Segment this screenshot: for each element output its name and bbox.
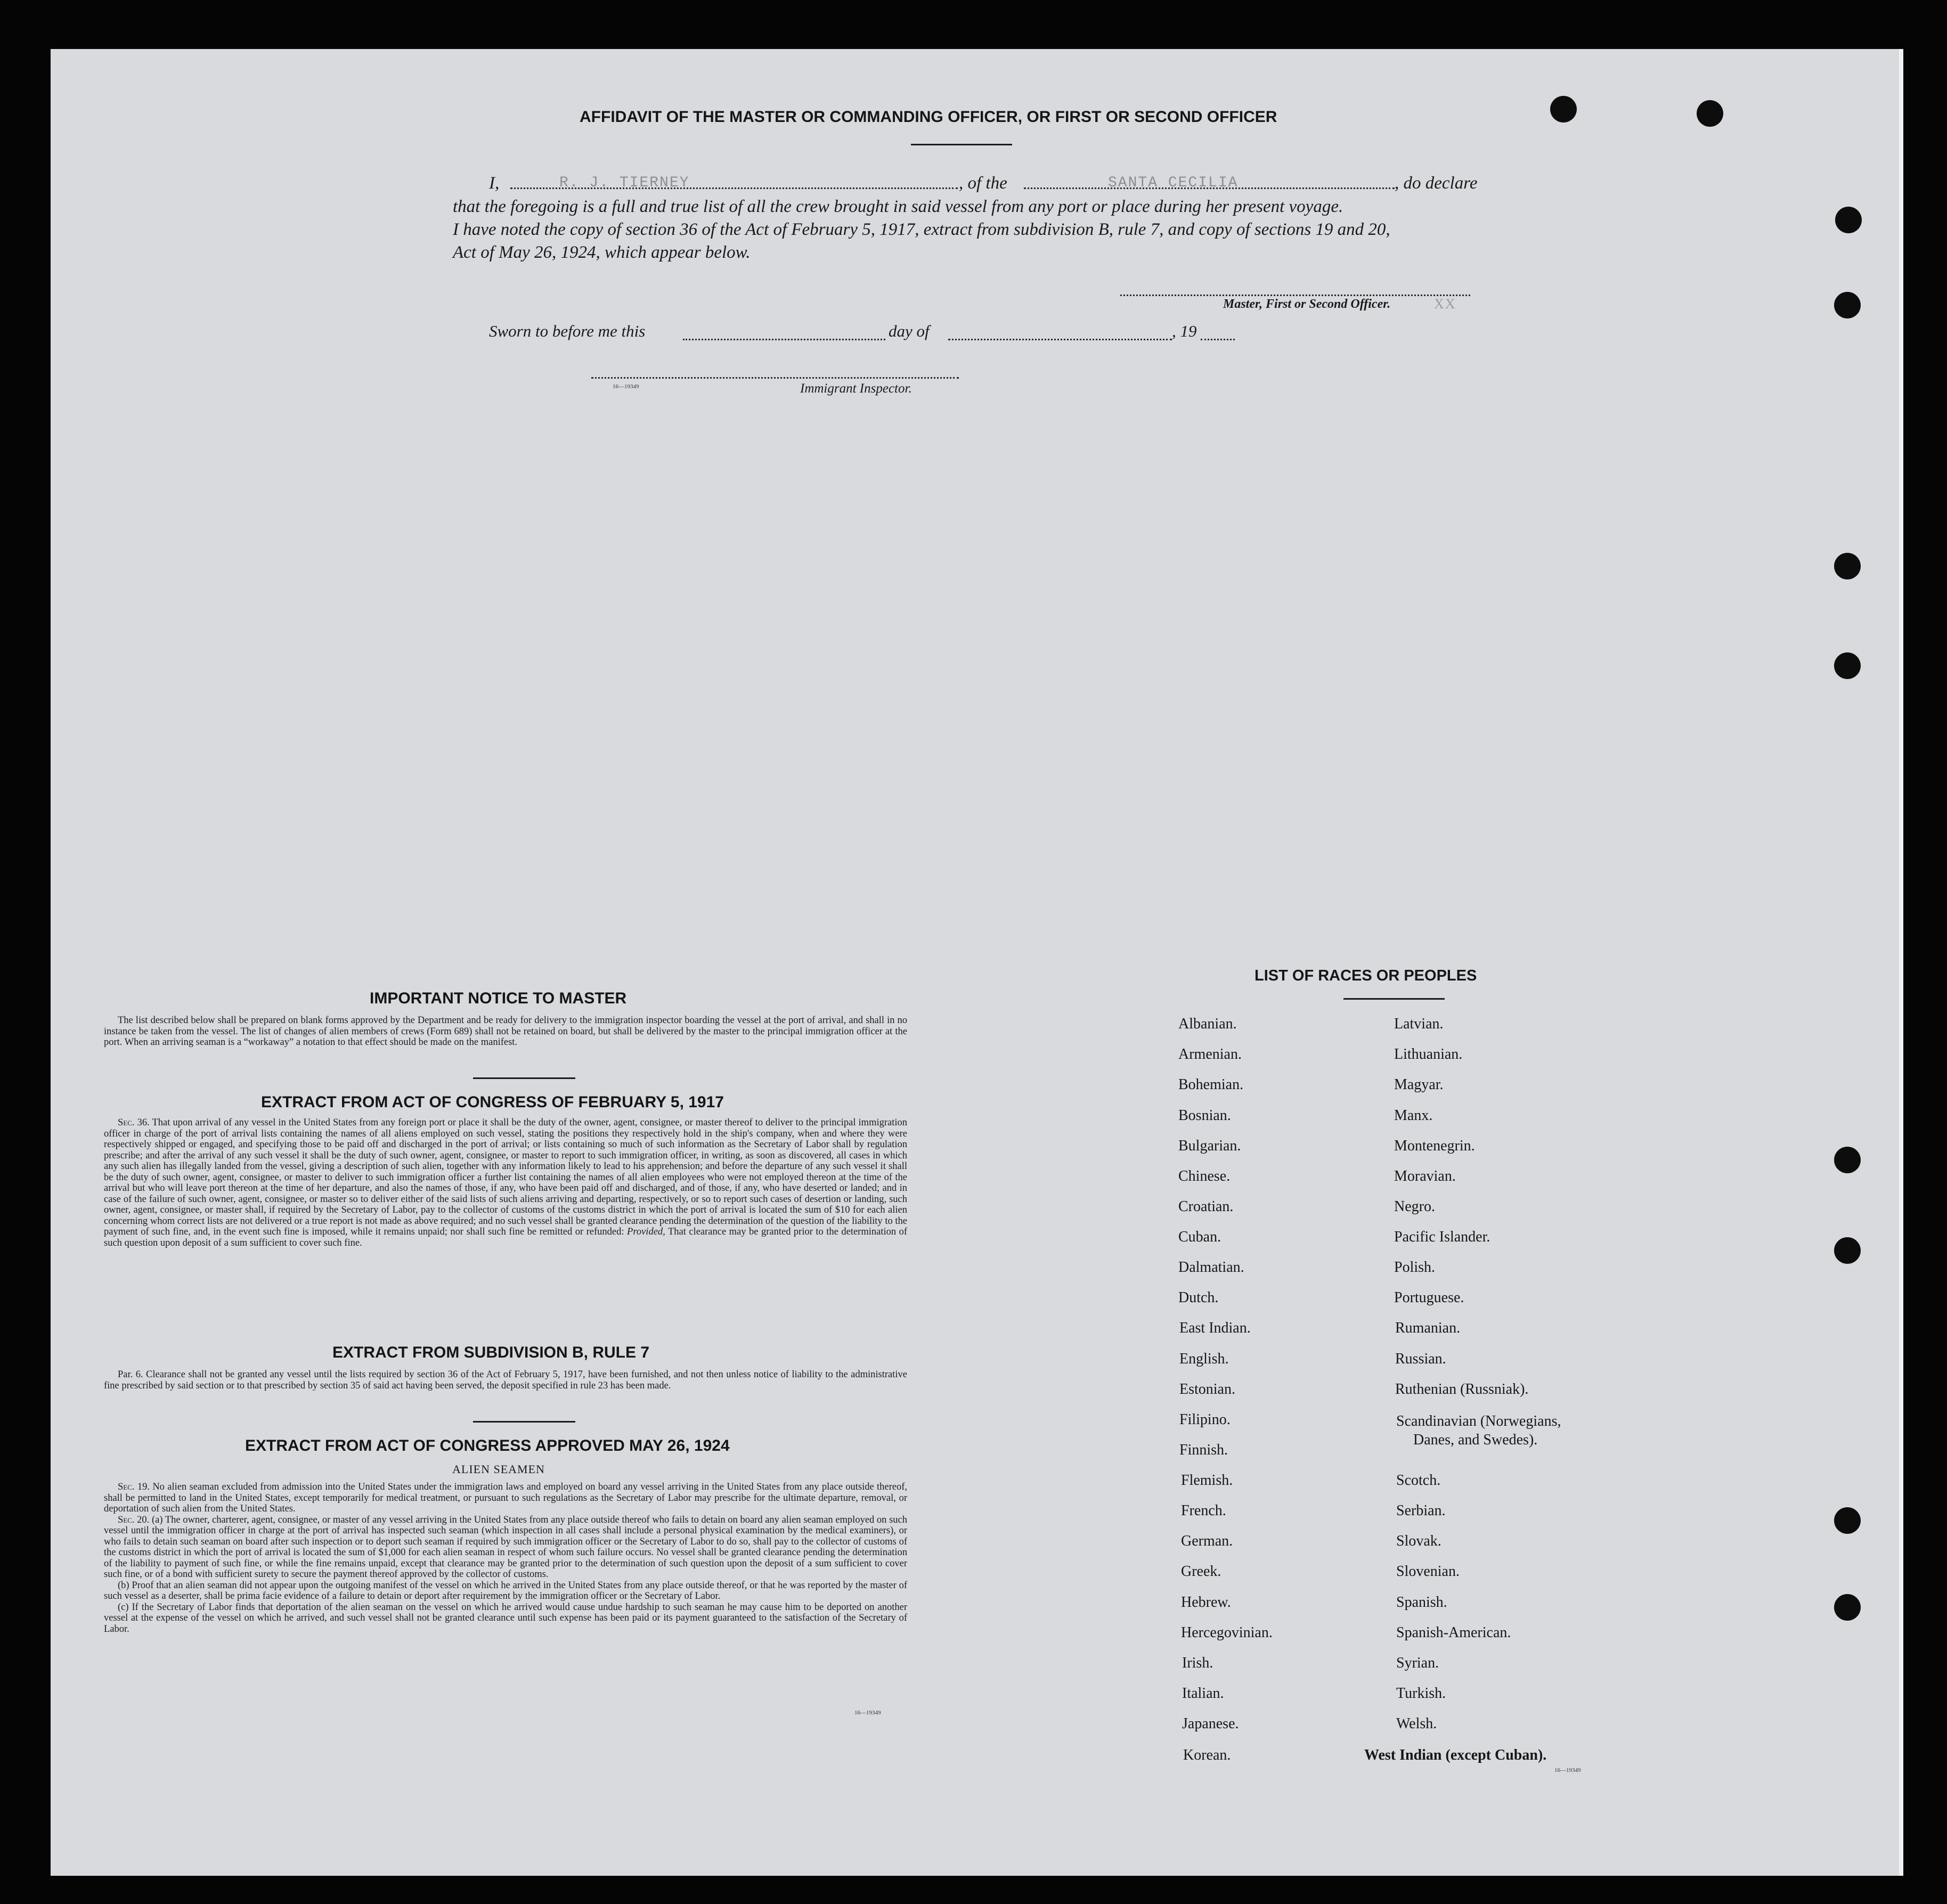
affidavit-title: AFFIDAVIT OF THE MASTER OR COMMANDING OFFICER, OR FIRST OR SECOND OFFICER <box>580 108 1277 126</box>
punch-hole <box>1834 292 1861 318</box>
affidavit-line3: I have noted the copy of section 36 of the Act of February 5, 1917, extract from subdivision B, rule 7, and copy of sections 19 and 20, <box>453 220 1390 239</box>
race-item: Hebrew. <box>1181 1594 1231 1611</box>
race-item: Magyar. <box>1394 1076 1444 1093</box>
vessel-name-field[interactable]: SANTA CECILIA <box>1108 175 1239 191</box>
race-item: Albanian. <box>1178 1016 1237 1032</box>
race-item: Armenian. <box>1178 1046 1242 1063</box>
page-edge <box>1899 49 1903 1876</box>
extract-1917-title: EXTRACT FROM ACT OF CONGRESS OF FEBRUARY 5, 1917 <box>261 1093 724 1111</box>
extract-1924-title: EXTRACT FROM ACT OF CONGRESS APPROVED MAY 26, 1924 <box>245 1437 730 1454</box>
race-item: Polish. <box>1394 1259 1436 1276</box>
section-rule <box>473 1421 575 1423</box>
race-item: Slovenian. <box>1396 1563 1460 1580</box>
race-item: Greek. <box>1181 1563 1221 1580</box>
punch-hole <box>1834 1507 1861 1534</box>
race-item: Latvian. <box>1394 1016 1444 1032</box>
punch-hole <box>1835 207 1862 233</box>
section-rule <box>473 1077 575 1079</box>
race-item: Chinese. <box>1178 1168 1231 1184</box>
affidavit-line4: Act of May 26, 1924, which appear below. <box>453 243 751 262</box>
race-item: Bohemian. <box>1178 1076 1244 1093</box>
title-rule <box>911 144 1012 145</box>
race-item: East Indian. <box>1179 1320 1251 1336</box>
race-item: Negro. <box>1394 1198 1435 1215</box>
race-item: Finnish. <box>1179 1442 1228 1458</box>
race-item: Turkish. <box>1396 1685 1446 1702</box>
sec-20c-text: (c) If the Secretary of Labor finds that deportation of the alien seaman on the vessel on which he arrived would cause undue hardship to such seaman he may cause him to be deported on another vessel at the expense of the vessel on which he arrived, and such vessel shall not be granted clearance until such expense has been paid or its payment guaranteed to the satisfaction of the Secretary of Labor. <box>104 1601 907 1635</box>
alien-seamen-subtitle: ALIEN SEAMEN <box>452 1462 545 1476</box>
affidavit-line1-mid: , of the <box>959 174 1007 193</box>
race-item: Spanish. <box>1396 1594 1447 1611</box>
affidavit-line1-prefix: I, <box>489 174 500 193</box>
races-form-number: 16—19349 <box>1554 1767 1581 1774</box>
sec-19-text: No alien seaman excluded from admission into the United States under the immigration laws and employed on board any vessel arriving in the United States from any place outside thereof, shall be permitted to land in the United States, except temporarily for medical treatment, or pursuant to such regulations as the Secretary of Labor may prescribe for the ultimate departure, removal, or deportation of such alien from the United States. <box>104 1482 908 1514</box>
punch-hole <box>1550 96 1577 122</box>
race-item: Manx. <box>1394 1107 1433 1124</box>
race-item: Flemish. <box>1181 1472 1233 1489</box>
punch-hole <box>1834 1147 1861 1173</box>
punch-hole <box>1697 100 1723 127</box>
race-item: Serbian. <box>1396 1502 1446 1519</box>
notice-body <box>104 1015 907 1048</box>
sec-20-label: Sec. 20. <box>118 1514 150 1525</box>
race-item: English. <box>1179 1351 1229 1367</box>
affidavit-form-number: 16—19349 <box>613 383 639 390</box>
sworn-year-line[interactable] <box>1201 339 1235 340</box>
inspector-label: Immigrant Inspector. <box>800 381 912 396</box>
races-title-rule <box>1343 998 1445 1000</box>
sec-36-text: That upon arrival of any vessel in the United States from any foreign port or place it shall be the duty of the owner, agent, consignee, or master thereof to deliver to the principal immigration officer in charge of the port of arrival lists containing the names of all aliens employed on such vessel, stating the positions they respectively hold in the ship's company, when and where they were respectively shipped or engaged, and specifying those to be paid off and discharged in the port of arrival; or lists containing so much of such information as the Secretary of Labor shall by regulation prescribe; and after the arrival of any such vessel it shall be the duty of such owner, agent, consignee, or master to report to such immigration officer, in writing, as soon as discovered, all cases in which any such alien has illegally landed from the vessel, giving a description of such alien, together with any information likely to lead to his apprehension; and before the departure of any such vessel it shall be the duty of such owner, agent, consignee, or master to deliver to such immigration officer a further list containing the names of all alien employees who were not employed thereon at the time of the arrival but who will leave port thereon at the time of her departure, and also the names of those, if any, who have been paid off and discharged, and of those, if any, who have deserted or landed; and in case of the failure of such owner, agent, consignee, or master so to deliver either of the said lists of such aliens arriving and departing, respectively, or so to report such cases of desertion or landing, such owner, agent, consignee, or master shall, if required by the Secretary of Labor, pay to the collector of customs of the customs district in which the port of arrival is located the sum of $10 for each alien concerning whom correct lists are not delivered or a true report is not made as above required; and no such vessel shall be granted clearance pending the determination of the question of the liability to the payment of such fine, and, in the event such fine is imposed, while it remains unpaid; nor shall such fine be remitted or refunded: <box>104 1117 907 1237</box>
race-item: Korean. <box>1183 1747 1231 1763</box>
punch-hole <box>1834 1237 1861 1264</box>
sworn-day-label: day of <box>889 322 930 340</box>
inspector-signature-line <box>591 377 959 379</box>
extract-1917-body <box>104 1117 907 1248</box>
race-item: Rumanian. <box>1395 1320 1461 1336</box>
punch-hole <box>1834 553 1861 579</box>
race-item: Irish. <box>1182 1655 1213 1671</box>
sec-20b-text: (b) Proof that an alien seaman did not appear upon the outgoing manifest of the vessel on which he arrived in the United States from any place outside thereof, or that he was reported by the master of such vessel as a deserter, shall be prima facie evidence of a failure to detain or deport after requirement by the immigration officer or the Secretary of Labor. <box>104 1580 907 1601</box>
sworn-prefix: Sworn to before me this <box>489 322 646 340</box>
race-item: Dalmatian. <box>1178 1259 1244 1276</box>
punch-hole <box>1834 652 1861 679</box>
race-item: Pacific Islander. <box>1394 1229 1490 1245</box>
master-signature-label: Master, First or Second Officer. <box>1223 297 1391 311</box>
race-item: Filipino. <box>1179 1411 1231 1428</box>
sworn-year-label: , 19 <box>1172 322 1197 340</box>
extract-rule7-body <box>104 1369 907 1391</box>
race-item: Scandinavian (Norwegians, <box>1396 1413 1561 1429</box>
race-item: Montenegrin. <box>1394 1138 1475 1154</box>
race-item: Bulgarian. <box>1178 1138 1241 1154</box>
race-item: German. <box>1181 1533 1233 1549</box>
proviso-text: That clearance may be granted prior to the determination of such question upon deposit of a sum sufficient to cover such fine. <box>104 1227 908 1248</box>
race-item: Syrian. <box>1396 1655 1439 1671</box>
race-item: Estonian. <box>1179 1381 1235 1398</box>
sec-36-label: Sec. 36. <box>118 1117 150 1128</box>
master-name-field[interactable]: R. J. TIERNEY <box>559 175 690 191</box>
affidavit-line1-suffix: , do declare <box>1395 174 1478 193</box>
race-item: Bosnian. <box>1178 1107 1231 1124</box>
sworn-month-line[interactable] <box>948 339 1172 340</box>
race-item: Portuguese. <box>1394 1289 1464 1306</box>
race-item: Slovak. <box>1396 1533 1441 1549</box>
race-item: Moravian. <box>1394 1168 1456 1184</box>
extract-rule7-title: EXTRACT FROM SUBDIVISION B, RULE 7 <box>332 1344 650 1361</box>
race-item: Hercegovinian. <box>1181 1624 1273 1641</box>
affidavit-line2: that the foregoing is a full and true list of all the crew brought in said vessel from any port or place during her present voyage. <box>453 197 1343 216</box>
sec-20a-text: (a) The owner, charterer, agent, consignee, or master of any vessel arriving in the United States from any place outside thereof who fails to detain on board any alien seaman employed on such vessel until the immigration officer in charge at the port of arrival has inspected such seaman (which inspection in all cases shall include a personal physical examination by the medical examiners), or who fails to detain such seaman on board after such inspection or to deport such seaman if required by such immigration officer or the Secretary of Labor to do so, shall pay to the collector of customs of the customs district in which the port of arrival is located the sum of $1,000 for each alien seaman in respect of whom such failure occurs. No vessel shall be granted clearance pending the determination of the liability to payment of such fine, or while the fine remains unpaid, except that clearance may be granted prior to the determination of such question upon the deposit of a sum sufficient to cover such fine, or of a bond with sufficient surety to secure the payment thereof approved by the collector of customs. <box>104 1514 907 1580</box>
punch-hole <box>1834 1594 1861 1621</box>
notice-title: IMPORTANT NOTICE TO MASTER <box>370 990 627 1007</box>
sworn-day-line[interactable] <box>683 339 885 340</box>
race-item: West Indian (except Cuban). <box>1364 1747 1547 1763</box>
strikeout-mark: XX <box>1434 296 1456 312</box>
race-item: Lithuanian. <box>1394 1046 1463 1063</box>
race-item: Scotch. <box>1396 1472 1441 1489</box>
race-item: Cuban. <box>1178 1229 1221 1245</box>
race-item: Russian. <box>1395 1351 1446 1367</box>
master-signature-line <box>1120 295 1470 296</box>
race-item: French. <box>1181 1502 1226 1519</box>
race-item: Ruthenian (Russniak). <box>1395 1381 1529 1398</box>
race-item: Italian. <box>1182 1685 1224 1702</box>
extract-1924-body <box>104 1482 907 1635</box>
race-item: Danes, and Swedes). <box>1413 1432 1538 1448</box>
sec-19-label: Sec. 19. <box>118 1482 150 1492</box>
rule7-paragraph: Par. 6. Clearance shall not be granted any vessel until the lists required by section 36 of the Act of February 5, 1917, have been furnished, and not then unless notice of liability to the administrative fine prescribed by said section or to that prescribed by section 35 of said act having been served, the deposit specified in rule 23 has been made. <box>104 1369 907 1391</box>
races-title: LIST OF RACES OR PEOPLES <box>1254 967 1477 984</box>
extract-form-number: 16—19349 <box>854 1710 881 1716</box>
race-item: Dutch. <box>1178 1289 1219 1306</box>
notice-paragraph: The list described below shall be prepared on blank forms approved by the Department and be ready for delivery to the immigration inspector boarding the vessel at the port of arrival, and shall in no instance be taken from the vessel. The list of changes of alien members of crews (Form 689) shall not be retained on board, but shall be delivered by the master to the principal immigration officer at the port. When an arriving seaman is a “workaway” a notation to that effect should be made on the manifest. <box>104 1015 907 1048</box>
race-item: Spanish-American. <box>1396 1624 1511 1641</box>
race-item: Welsh. <box>1396 1715 1437 1732</box>
race-item: Japanese. <box>1182 1715 1239 1732</box>
race-item: Croatian. <box>1178 1198 1234 1215</box>
proviso-label: Provided, <box>627 1227 665 1237</box>
